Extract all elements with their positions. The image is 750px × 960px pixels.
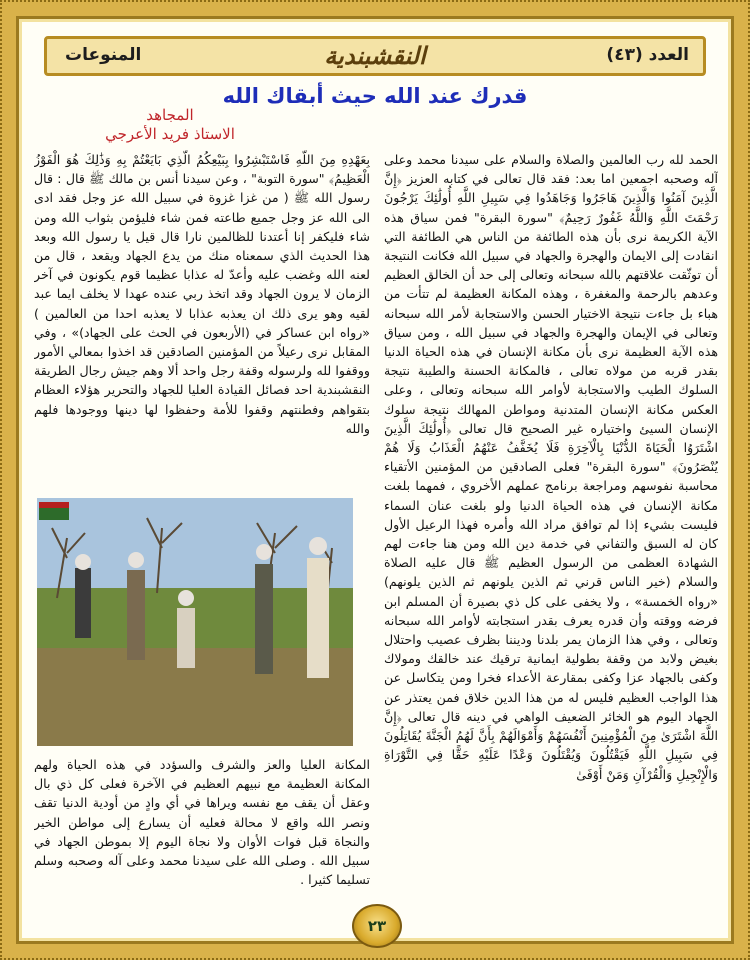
article-column-left-bottom: المكانة العليا والعز والشرف والسؤدد في هذه الحياة ولهم المكانة العظيمة مع نبيهم العظيم في الآخرة فعلى كل ذي بال وعقل أن يقف مع نفسه ويراها في أي وادٍ من أودية الدنيا تقف ونصر الله واقع لا محالة فعليه أن يسارع إلى مواطن الخير والنجاة قبل فوات الأوان ولا نجاة اليوم إلا بموطن الجهاد في سبيل الله . وصلى الله على سيدنا محمد وعلى آله وصحبه وسلم تسليما كثيرا . xyxy=(34,757,370,888)
author-block xyxy=(70,106,270,144)
article-column-right: الحمد لله رب العالمين والصلاة والسلام على سيدنا محمد وعلى آله وصحبه اجمعين اما بعد: فقد قال تعالى في كتابه العزيز ﴿إِنَّ الَّذِينَ آمَنُوا وَالَّذِينَ هَاجَرُوا وَجَاهَدُوا فِي سَبِيلِ اللَّهِ أُولَٰئِكَ يَرْجُونَ رَحْمَتَ اللَّهِ وَاللَّهُ غَفُورٌ رَحِيمٌ﴾ "سورة البقرة" فمن سياق هذه الآية الكريمة نرى بأن هذه الطائفة من الناس هي الطائفة التي انقادت إلى الايمان والهجرة والجهاد في سبيل الله فكانت النتيجة أن توثّقت علاقتهم بالله سبحانه وتعالى إلى حد أن الخالق العظيم وعدهم بالرحمة والمغفرة ، وهذه المكانة العظيمة لم تتأت من هباء بل جاءت نتيجة الاختيار الحسن والاستجابة لأمر الله سبحانه وتعالى في الإيمان والهجرة والجهاد في سبيل الله ، ومن سياق هذه الآية العظيمة نرى بأن مكانة الإنسان في هذه الحياة الدنيا بقدر قربه من مولاه تعالى ، فالمكانة الحسنة والطيبة نتيجة السلوك الطيب والاستجابة لأوامر الله سبحانه وتعالى ، وعلى العكس مكانة الإنسان المتدنية ومواطن المهالك نتيجة سلوك الإنسان السيئ واختياره غير الصحيح قال تعالى ﴿أُولَٰئِكَ الَّذِينَ اشْتَرَوُا الْحَيَاةَ الدُّنْيَا بِالْآخِرَةِ فَلَا يُخَفَّفُ عَنْهُمُ الْعَذَابُ وَلَا هُمْ يُنْصَرُونَ﴾ "سورة البقرة" فعلى الصادقين من المؤمنين الأتقياء محاسبة نفوسهم ومراجعة برنامج عملهم الأخروي ، فمهما بلغت مكانة الإنسان في هذه الحياة الدنيا ولو بلغت عنان السماء فليست بشيء إذا لم توافق مراد الله وأمره فهذا الرعيل الأول كان له السبق والتفاني في خدمة دين الله ومن هنا جاءت لهم الشهادة العظمى من الرسول العظيم ﷺ قال عليه الصلاة والسلام (خير الناس قرني ثم الذين يلونهم ثم الذين يلونهم) «رواه الخمسة» ، ولا يخفى على كل ذي بصيرة أن المسلم ابن فرضه ووقته وأن قدره يعرف بقدر استجابته لأوامر الله سبحانه وتعالى ، وفي هذا الزمان يمر بلدنا وديننا بظرف عصيب واحتلال بغيض ولابد من وقفة بطولية ايمانية ترقيك عند خالقك ومولاك وكفى بالجهاد عزا وكفى بمقارعة الأعداء فخرا ومن يتكاسل عن هذا الواجب العظيم فليس له من هذا الدين خلاق فمن يعتذر عن الجهاد اليوم هو الخائر الضعيف الواهي في دينه قال تعالى ﴿إِنَّ اللَّهَ اشْتَرَىٰ مِنَ الْمُؤْمِنِينَ أَنْفُسَهُمْ وَأَمْوَالَهُمْ بِأَنَّ لَهُمُ الْجَنَّةَ يُقَاتِلُونَ فِي سَبِيلِ اللَّهِ فَيَقْتُلُونَ وَيُقْتَلُونَ وَعْدًا عَلَيْهِ حَقًّا فِي التَّوْرَاةِ وَالْإِنْجِيلِ وَالْقُرْآنِ وَمَنْ أَوْفَىٰ xyxy=(384,152,718,782)
article-column-left-top: بِعَهْدِهِ مِنَ اللَّهِ فَاسْتَبْشِرُوا بِبَيْعِكُمُ الَّذِي بَايَعْتُمْ بِهِ وَذَٰلِكَ هُوَ الْفَوْزُ الْعَظِيمُ﴾ "سورة التوبة" ، وعن سيدنا أنس بن مالك ﷺ قال : قال رسول الله ﷺ ( من غزا غزوة في سبيل الله عز وجل فقد ادى الى الله عز وجل جميع طاعته فمن شاء فليؤمن بثواب الله ومن شاء فليكفر إنا أعتدنا للظالمين نارا قال قيل يا رسول الله وبعد هذا الحديث الذي سمعناه منك من يدع الجهاد ويقعد ، قال من لعنه الله وغضب عليه وأعدّ له عذابا عظيما قوم يكونون في آخر الزمان لا يرون الجهاد وقد اتخذ ربي عنده عهدا لا يخلف ايما عبد لقيه وهو يرى ذلك ان يعذبه عذابا لا يعذبه احدا من العالمين ) «رواه ابن عساكر في (الأربعون في الحث على الجهاد)» ، وفي المقابل نرى رعيلاً من المؤمنين الصادقين قد اخذوا بمعالي الأمور ووقفوا لله ولرسوله وقفة رجل واحد ألا وهم جيش رجال الطريقة النقشبندية احد فصائل القيادة العليا للجهاد والتحرير هؤلاء العظام بتقواهم وفطنتهم وقفوا للأمة وحفظوا لها دينها ووجودها فلهم والله xyxy=(34,152,370,436)
author-name: الاستاذ فريد الأعرجي xyxy=(105,125,235,143)
header-bar xyxy=(44,36,706,76)
fighters-photo xyxy=(37,498,353,746)
author-title: المجاهد xyxy=(146,106,194,124)
section-name: المنوعات xyxy=(65,45,142,65)
magazine-logo-title: النقشبندية xyxy=(324,41,426,70)
fighters-photo-illustration xyxy=(37,498,353,746)
issue-number: العدد (٤٣) xyxy=(606,45,689,65)
page-number-badge: ٢٣ xyxy=(352,904,402,948)
article-title: قدرك عند الله حيث أبقاك الله xyxy=(222,84,528,108)
